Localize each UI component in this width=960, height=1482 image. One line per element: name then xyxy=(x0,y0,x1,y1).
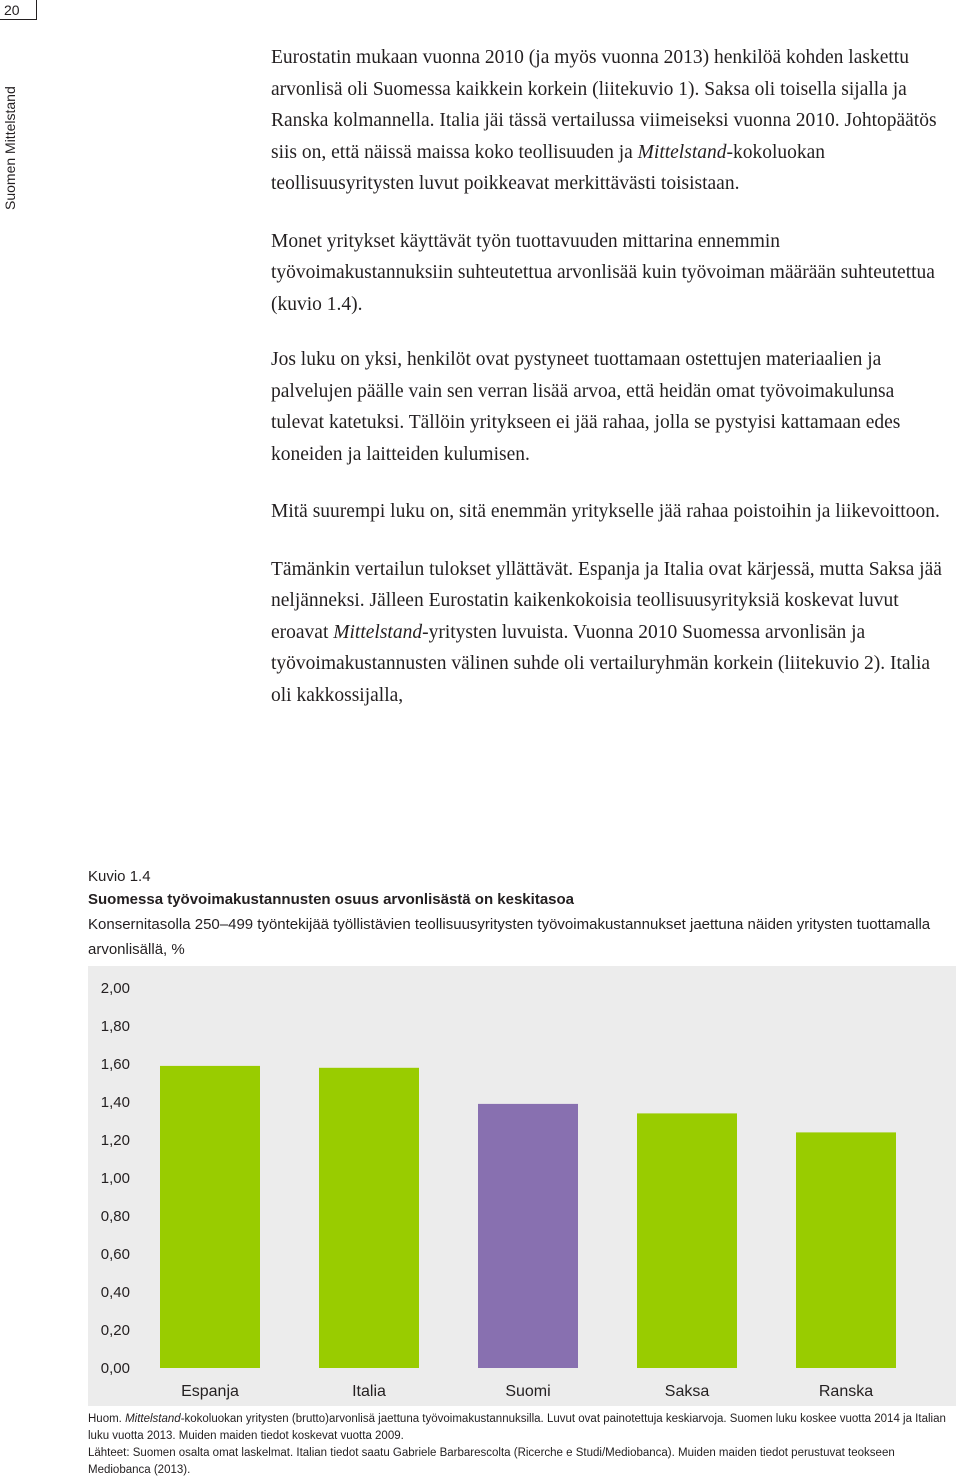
paragraph-1-part-b: -kokoluokan teollisuusyritysten luvut poikkeavat merkittävästi toisistaan. xyxy=(271,141,826,194)
x-category-label: Ranska xyxy=(818,1383,874,1400)
chart-area xyxy=(88,966,956,1406)
note-huom-label: Huom. xyxy=(88,1413,126,1425)
y-tick-label: 1,20 xyxy=(100,1132,130,1149)
y-tick-label: 2,00 xyxy=(100,980,130,997)
y-tick-label: 1,80 xyxy=(100,1018,130,1035)
note-sources: Lähteet: Suomen osalta omat laskelmat. Italian tiedot saatu Gabriele Barbarescolta (Ricerche e Studi/Mediobanca). Muiden maiden tiedot perustuvat teokseen Mediobanca (2013). xyxy=(88,1447,895,1476)
running-header-text: Suomen Mittelstand xyxy=(2,86,18,210)
x-category-label: Espanja xyxy=(181,1383,239,1400)
figure-title: Suomessa työvoimakustannusten osuus arvonlisästä on keskitasoa xyxy=(88,891,575,908)
body-text xyxy=(271,42,943,737)
figure xyxy=(88,866,956,1400)
page-number: 20 xyxy=(0,0,37,20)
y-tick-label: 0,00 xyxy=(100,1360,130,1377)
x-category-label: Suomi xyxy=(505,1383,551,1400)
note-huom-text: -kokoluokan yritysten (brutto)arvonlisä jaettuna työvoimakustannuksilla. Luvut ovat painotettuja keskiarvoja. Suomen luku koskee vuotta 2014 ja Italian luku vuotta 2013. Muiden maiden tiedot koskevat vuotta 2009. xyxy=(88,1413,946,1442)
figure-number: Kuvio 1.4 xyxy=(88,868,151,885)
note-huom-emphasis: Mittelstand xyxy=(125,1413,181,1425)
paragraph-3: Jos luku on yksi, henkilöt ovat pystyneet tuottamaan ostettujen materiaalien ja palvelujen päälle vain sen verran lisää arvoa, että heidän omat työvoimakulunsa tulevat katetuksi. Tällöin yritykseen ei jää rahaa, jolla se pystyisi kattamaan edes koneiden ja laitteiden kulumisen. xyxy=(271,349,901,465)
paragraph-4: Mitä suurempi luku on, sitä enemmän yritykselle jää rahaa poistoihin ja liikevoittoon. xyxy=(271,501,940,522)
y-tick-label: 0,40 xyxy=(100,1284,130,1301)
y-tick-label: 0,20 xyxy=(100,1322,130,1339)
paragraph-5-part-b: -yritysten luvuista. Vuonna 2010 Suomessa arvonlisän ja työvoimakustannusten välinen suhde oli vertailuryhmän korkein (liitekuvio 2). Italia oli kakkossijalla, xyxy=(271,621,931,706)
x-category-label: Saksa xyxy=(664,1383,710,1400)
bar-ranska xyxy=(796,1132,896,1368)
y-tick-label: 1,00 xyxy=(100,1170,130,1187)
paragraph-1 xyxy=(271,42,943,200)
paragraph-5-part-a: Tämänkin vertailun tulokset yllättävät. Espanja ja Italia ovat kärjessä, mutta Saksa jää neljänneksi. Jälleen Eurostatin kaikenkokoisia teollisuusyrityksiä koskevat luvut eroavat xyxy=(271,558,942,643)
paragraph-2: Monet yritykset käyttävät työn tuottavuuden mittarina ennemmin työvoimakustannuksiin suhteutettua arvonlisää kuin työvoiman määrään suhteutettua (kuvio 1.4). xyxy=(271,230,935,315)
y-tick-label: 1,40 xyxy=(100,1094,130,1111)
x-category-label: Italia xyxy=(352,1383,386,1400)
y-tick-label: 1,60 xyxy=(100,1056,130,1073)
paragraph-5 xyxy=(271,554,943,712)
figure-subtitle: Konsernitasolla 250–499 työntekijää työllistävien teollisuusyritysten työvoimakustannukset jaettuna näiden yritysten tuottamalla arvonlisällä, % xyxy=(88,916,931,958)
paragraph-5-emphasis: Mittelstand xyxy=(333,621,423,643)
running-header xyxy=(0,50,20,210)
figure-notes xyxy=(88,1411,950,1479)
paragraph-1-part-a: Eurostatin mukaan vuonna 2010 (ja myös vuonna 2013) henkilöä kohden laskettu arvonlisä oli Suomessa kaikkein korkein (liitekuvio 1). Saksa oli toisella sijalla ja Ranska kolmannella. Italia jäi tässä vertailussa viimeiseksi vuonna 2010. Johtopäätös siis on, että näissä maissa koko teollisuuden ja xyxy=(271,47,937,163)
bar-suomi xyxy=(478,1104,578,1368)
bar-saksa xyxy=(637,1113,737,1368)
note-huom xyxy=(88,1411,950,1445)
bar-chart xyxy=(88,966,956,1406)
paragraph-1-emphasis: Mittelstand xyxy=(637,141,727,163)
y-tick-label: 0,80 xyxy=(100,1208,130,1225)
bar-espanja xyxy=(160,1066,260,1368)
y-tick-label: 0,60 xyxy=(100,1246,130,1263)
bar-italia xyxy=(319,1068,419,1368)
